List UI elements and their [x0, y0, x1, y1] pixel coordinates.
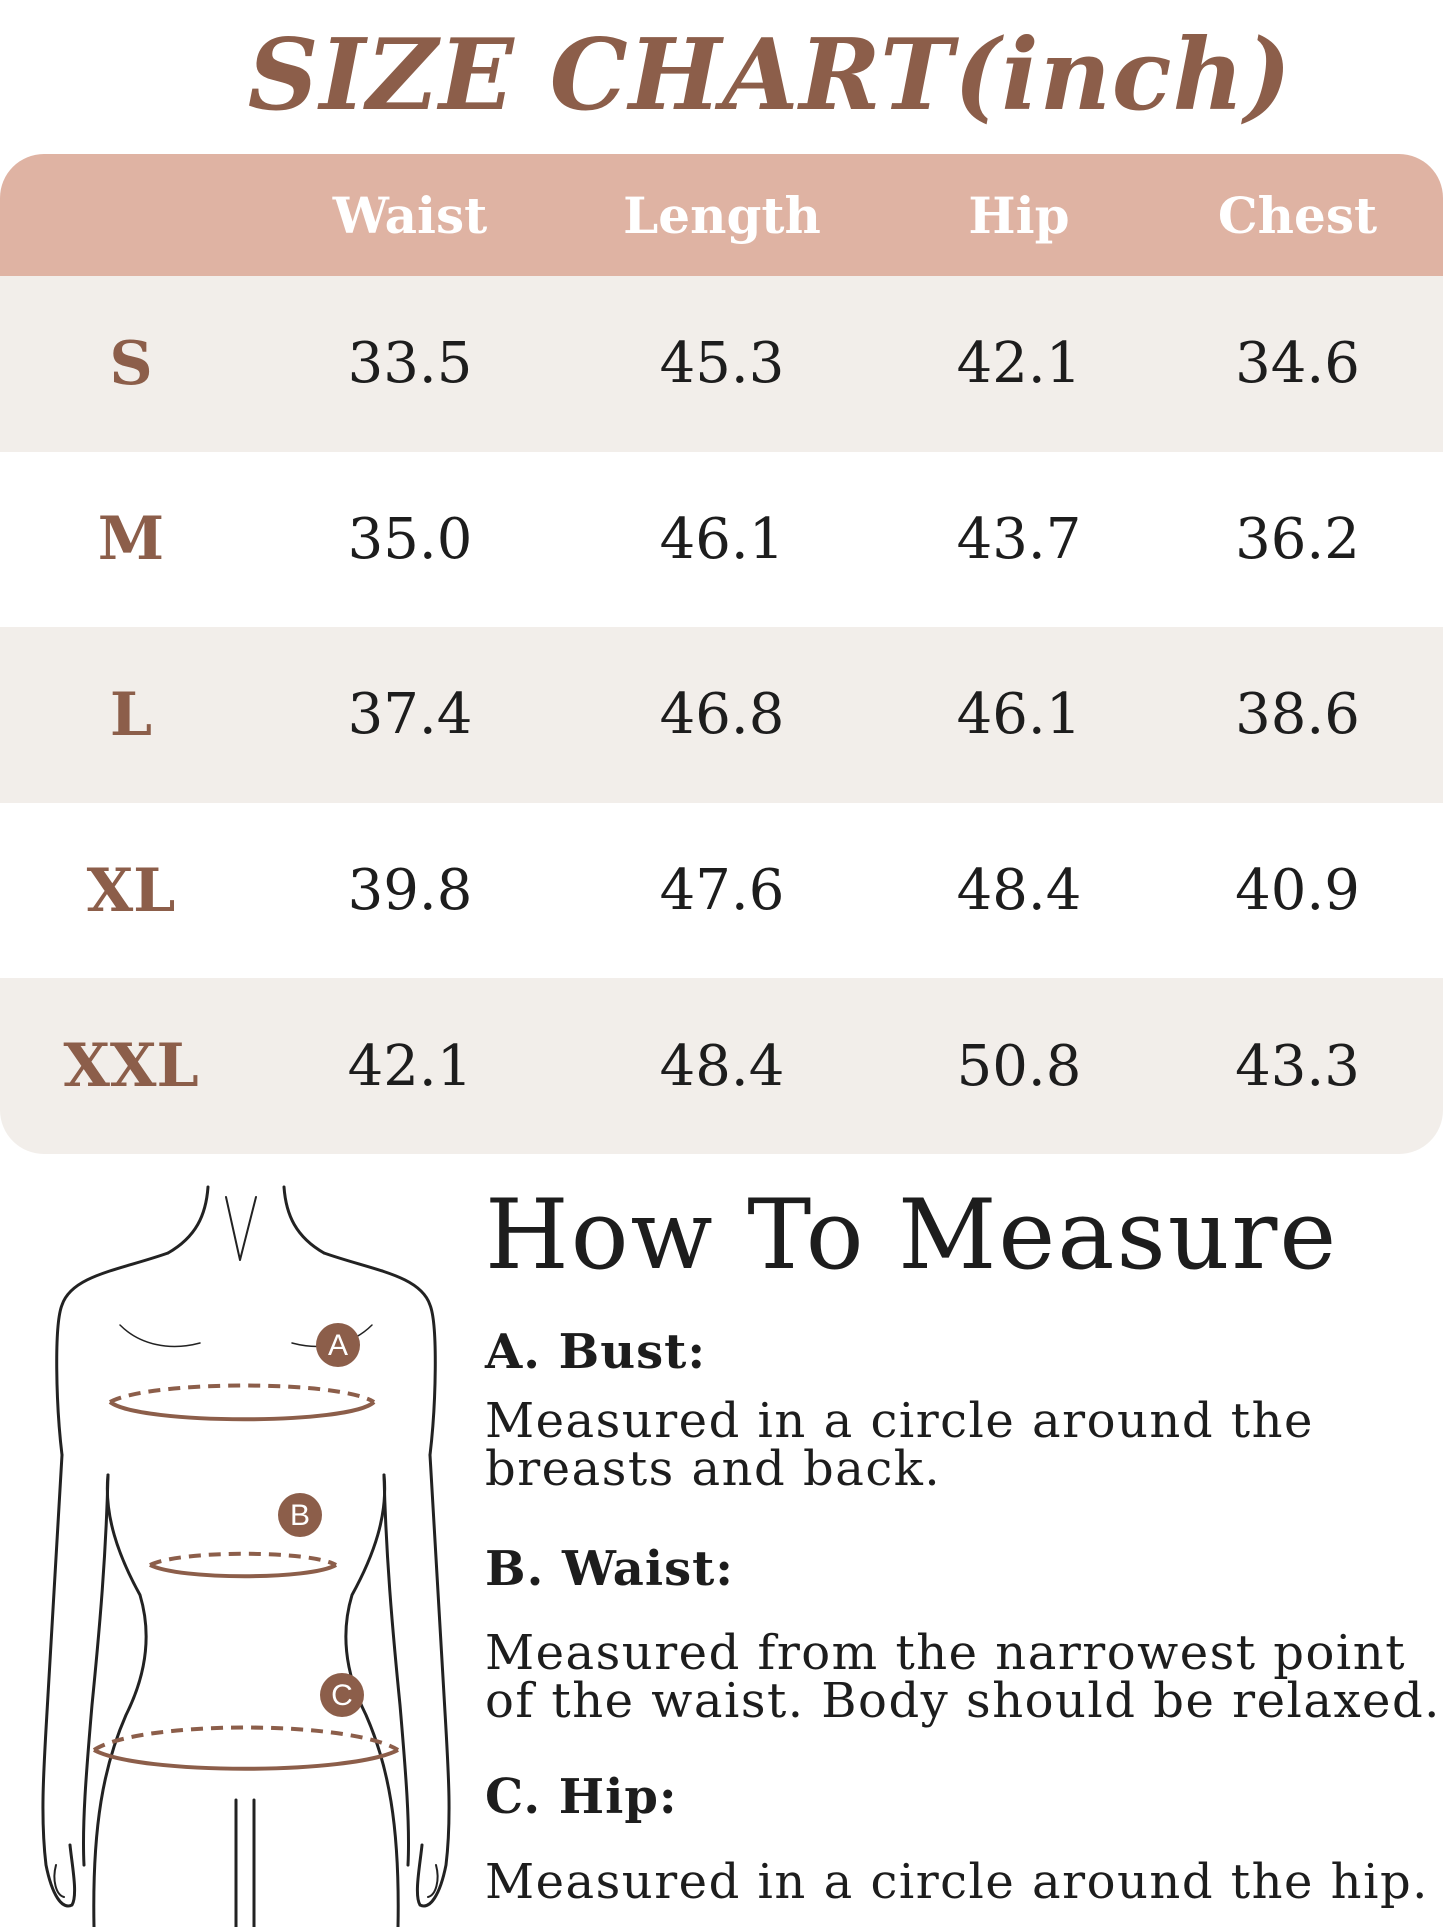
table-row: [0, 452, 1443, 628]
table-header-waist: Waist: [332, 185, 488, 245]
waist-value: 42.1: [347, 1033, 473, 1099]
length-value: 47.6: [659, 858, 785, 924]
table-row: [0, 276, 1443, 452]
marker-c-icon: [320, 1673, 364, 1717]
length-value: 46.8: [659, 682, 785, 748]
hip-value: 43.7: [956, 506, 1082, 572]
measure-item-bust: [485, 1323, 1445, 1497]
table-header-length: Length: [623, 185, 821, 245]
marker-a-icon: [316, 1323, 360, 1367]
body-measure-illustration: [0, 1175, 470, 1927]
chest-value: 36.2: [1235, 506, 1360, 572]
how-to-measure-heading: How To Measure: [485, 1179, 1339, 1291]
hip-value: 50.8: [956, 1033, 1082, 1099]
table-row: [0, 803, 1443, 979]
chest-value: 38.6: [1235, 682, 1360, 748]
length-value: 48.4: [659, 1033, 785, 1099]
hip-value: 48.4: [956, 858, 1082, 924]
hip-value: 46.1: [956, 682, 1082, 748]
table-row: [0, 978, 1443, 1154]
chest-value: 43.3: [1235, 1033, 1360, 1099]
waist-value: 39.8: [347, 858, 473, 924]
page-title: SIZE CHART(inch): [247, 18, 1293, 133]
chest-value: 40.9: [1235, 858, 1360, 924]
measure-item-waist: [485, 1540, 1445, 1730]
size-label: XL: [86, 855, 176, 926]
table-header-chest: Chest: [1217, 185, 1378, 245]
bust-label: A. Bust:: [485, 1323, 707, 1380]
hip-description: Measured in a circle around the hip.: [485, 1854, 1429, 1911]
measure-item-hip: [485, 1769, 1445, 1911]
length-value: 45.3: [659, 331, 785, 397]
marker-b-label: B: [289, 1499, 311, 1532]
waist-label: B. Waist:: [485, 1540, 734, 1597]
marker-a-label: A: [327, 1329, 349, 1362]
waist-value: 35.0: [347, 506, 473, 572]
table-header-row: [0, 154, 1443, 276]
chest-value: 34.6: [1235, 331, 1360, 397]
waist-value: 33.5: [347, 331, 473, 397]
hip-label: C. Hip:: [485, 1769, 678, 1826]
size-label: S: [109, 328, 153, 399]
waist-description: Measured from the narrowest point of the waist. Body should be relaxed.: [485, 1625, 1441, 1730]
waist-value: 37.4: [347, 682, 473, 748]
size-table: [0, 154, 1443, 1154]
length-value: 46.1: [659, 506, 785, 572]
size-label: XXL: [63, 1031, 199, 1102]
table-row: [0, 627, 1443, 803]
how-to-measure-section: [485, 1179, 1445, 1911]
marker-c-label: C: [331, 1679, 353, 1712]
marker-b-icon: [278, 1493, 322, 1537]
bust-description: Measured in a circle around the breasts and back.: [485, 1392, 1314, 1497]
size-label: M: [97, 504, 165, 575]
hip-value: 42.1: [956, 331, 1082, 397]
size-label: L: [109, 679, 153, 750]
table-header-hip: Hip: [968, 185, 1070, 245]
